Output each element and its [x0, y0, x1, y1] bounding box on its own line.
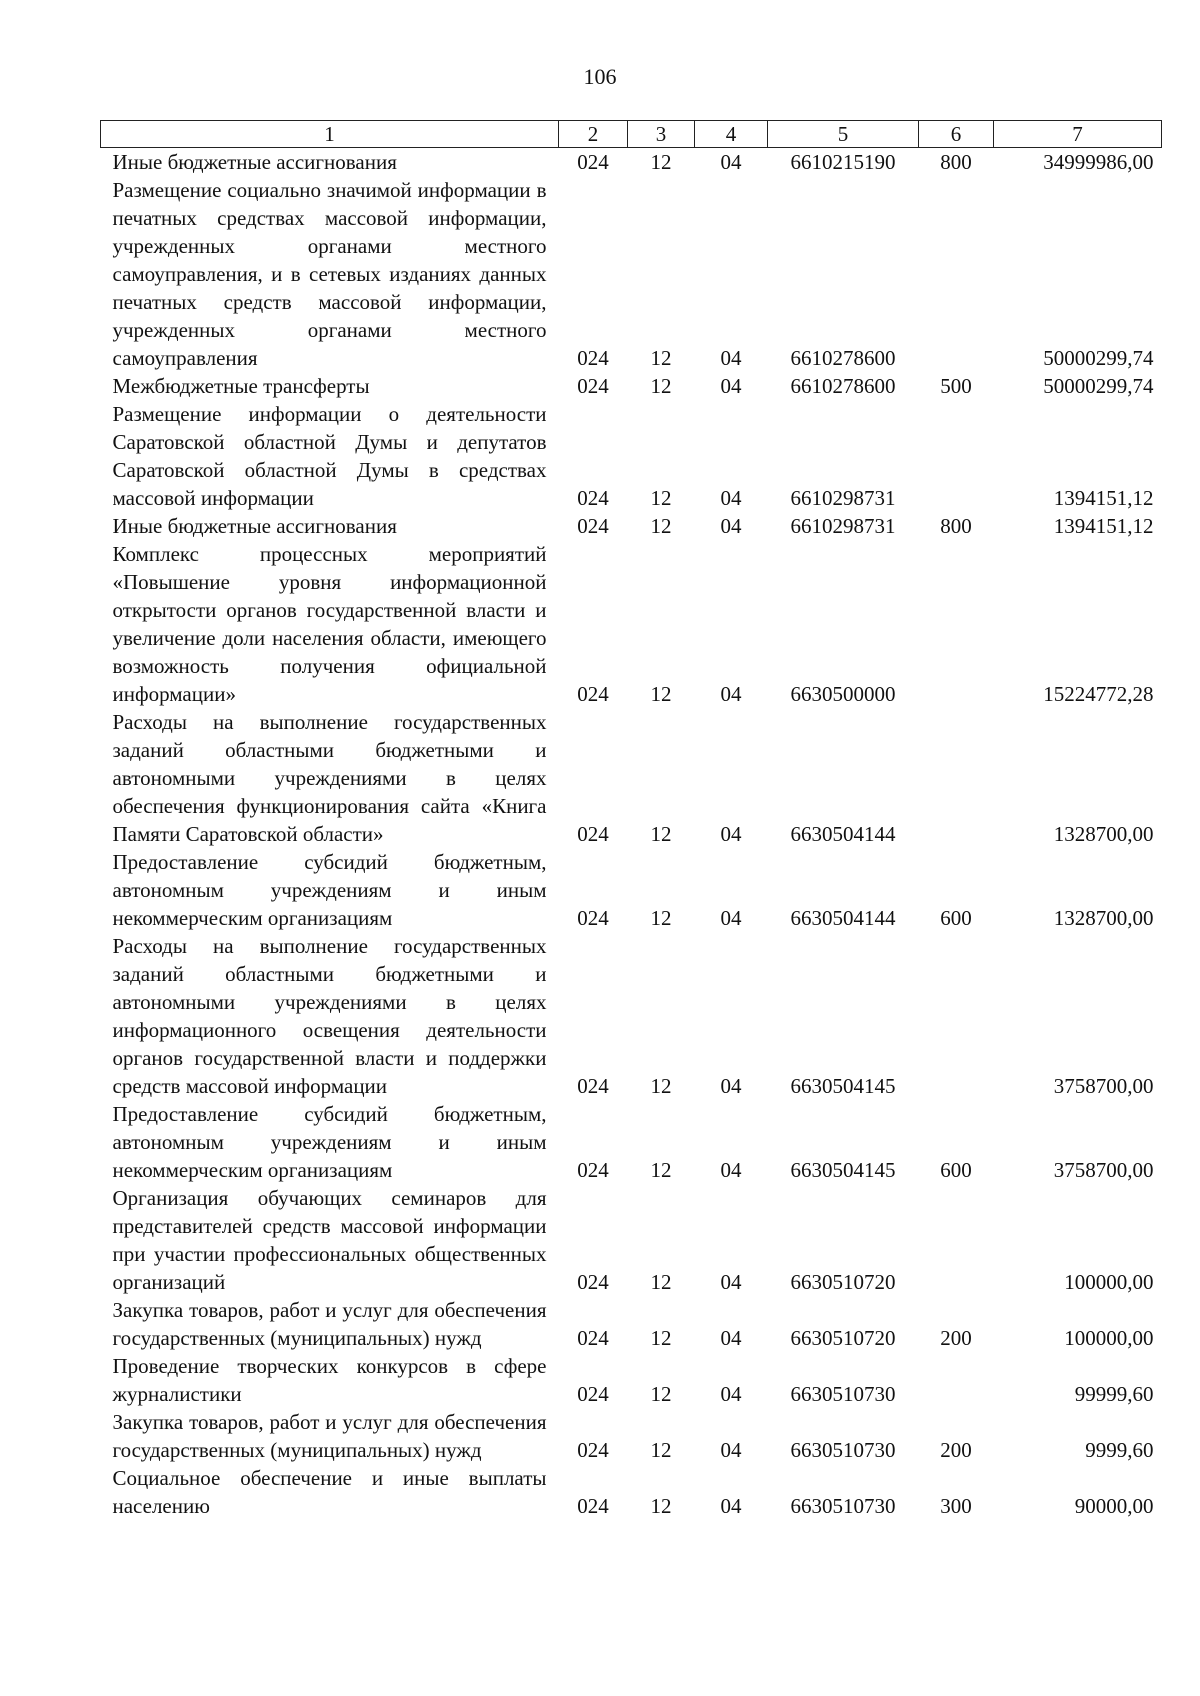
- header-col-3: 3: [628, 121, 695, 148]
- row-code-cell: 024: [577, 1382, 609, 1406]
- row-expense-type-cell: [919, 400, 994, 512]
- row-name-cell: Размещение социально значимой информации в печатных средствах массовой информации, учрежденных органами местного самоуправления, и в сетевых изданиях данных печатных средств массовой информации, учрежденных органами местного самоуправления: [112, 178, 547, 370]
- row-target-article-cell: 6630504144: [790, 906, 896, 930]
- table-header: [101, 121, 1162, 148]
- row-amount-cell: 100000,00: [1064, 1326, 1154, 1350]
- table-row: [101, 1464, 1162, 1520]
- row-expense-type-cell: 200: [940, 1438, 972, 1462]
- table-row: [101, 1100, 1162, 1184]
- row-section-cell: 12: [650, 1438, 672, 1462]
- row-amount-cell: 1328700,00: [1053, 906, 1154, 930]
- table-row: [101, 1184, 1162, 1296]
- row-amount-cell: 50000299,74: [1043, 346, 1154, 370]
- row-expense-type-cell: 600: [940, 906, 972, 930]
- table-row: [101, 148, 1162, 177]
- row-subsection-cell: 04: [720, 822, 742, 846]
- row-code-cell: 024: [577, 486, 609, 510]
- row-section-cell: 12: [650, 1158, 672, 1182]
- row-expense-type-cell: 800: [940, 150, 972, 174]
- row-amount-cell: 34999986,00: [1043, 150, 1154, 174]
- header-col-1: 1: [101, 121, 559, 148]
- row-code-cell: 024: [577, 1158, 609, 1182]
- row-code-cell: 024: [577, 1494, 609, 1518]
- row-name-cell: Социальное обеспечение и иные выплаты населению: [112, 1466, 547, 1518]
- row-target-article-cell: 6630510720: [790, 1326, 896, 1350]
- row-amount-cell: 50000299,74: [1043, 374, 1154, 398]
- row-code-cell: 024: [577, 374, 609, 398]
- row-subsection-cell: 04: [720, 346, 742, 370]
- header-col-4: 4: [695, 121, 768, 148]
- row-amount-cell: 100000,00: [1064, 1270, 1154, 1294]
- row-subsection-cell: 04: [720, 1382, 742, 1406]
- row-expense-type-cell: [919, 932, 994, 1100]
- row-expense-type-cell: 600: [940, 1158, 972, 1182]
- row-subsection-cell: 04: [720, 486, 742, 510]
- row-target-article-cell: 6630510730: [790, 1382, 896, 1406]
- row-target-article-cell: 6610298731: [790, 514, 896, 538]
- row-target-article-cell: 6610298731: [790, 486, 896, 510]
- row-subsection-cell: 04: [720, 1270, 742, 1294]
- row-name-cell: Организация обучающих семинаров для представителей средств массовой информации при участии профессиональных общественных организаций: [112, 1186, 547, 1294]
- table-row: [101, 1352, 1162, 1408]
- row-amount-cell: 15224772,28: [1043, 682, 1154, 706]
- row-subsection-cell: 04: [720, 1074, 742, 1098]
- row-name-cell: Закупка товаров, работ и услуг для обеспечения государственных (муниципальных) нужд: [112, 1298, 547, 1350]
- row-amount-cell: 99999,60: [1074, 1382, 1154, 1406]
- header-col-5: 5: [768, 121, 919, 148]
- row-name-cell: Расходы на выполнение государственных заданий областными бюджетными и автономными учреждениями в целях обеспечения функционирования сайта «Книга Памяти Саратовской области»: [112, 710, 547, 846]
- row-expense-type-cell: 500: [940, 374, 972, 398]
- table-row: [101, 1296, 1162, 1352]
- row-code-cell: 024: [577, 514, 609, 538]
- row-target-article-cell: 6630504145: [790, 1158, 896, 1182]
- row-name-cell: Иные бюджетные ассигнования: [112, 150, 397, 174]
- row-expense-type-cell: [919, 176, 994, 372]
- row-target-article-cell: 6630504144: [790, 822, 896, 846]
- row-code-cell: 024: [577, 1074, 609, 1098]
- table-row: [101, 1408, 1162, 1464]
- table-row: [101, 848, 1162, 932]
- row-target-article-cell: 6630510730: [790, 1438, 896, 1462]
- header-col-6: 6: [919, 121, 994, 148]
- page-number: 106: [583, 64, 617, 89]
- row-expense-type-cell: 800: [940, 514, 972, 538]
- row-name-cell: Размещение информации о деятельности Саратовской областной Думы и депутатов Саратовской областной Думы в средствах массовой информации: [112, 402, 547, 510]
- row-target-article-cell: 6630504145: [790, 1074, 896, 1098]
- row-code-cell: 024: [577, 682, 609, 706]
- row-subsection-cell: 04: [720, 906, 742, 930]
- row-target-article-cell: 6630510720: [790, 1270, 896, 1294]
- row-name-cell: Проведение творческих конкурсов в сфере журналистики: [112, 1354, 547, 1406]
- row-expense-type-cell: [919, 1184, 994, 1296]
- table-row: [101, 708, 1162, 848]
- row-code-cell: 024: [577, 150, 609, 174]
- row-target-article-cell: 6610278600: [790, 374, 896, 398]
- row-section-cell: 12: [650, 150, 672, 174]
- row-section-cell: 12: [650, 1074, 672, 1098]
- row-code-cell: 024: [577, 822, 609, 846]
- row-subsection-cell: 04: [720, 150, 742, 174]
- row-target-article-cell: 6610215190: [790, 150, 896, 174]
- header-col-2: 2: [559, 121, 628, 148]
- row-section-cell: 12: [650, 1270, 672, 1294]
- row-subsection-cell: 04: [720, 1158, 742, 1182]
- row-name-cell: Закупка товаров, работ и услуг для обеспечения государственных (муниципальных) нужд: [112, 1410, 547, 1462]
- row-section-cell: 12: [650, 906, 672, 930]
- row-expense-type-cell: 300: [940, 1494, 972, 1518]
- row-code-cell: 024: [577, 906, 609, 930]
- row-section-cell: 12: [650, 1494, 672, 1518]
- row-subsection-cell: 04: [720, 1494, 742, 1518]
- row-subsection-cell: 04: [720, 1438, 742, 1462]
- row-expense-type-cell: [919, 1352, 994, 1408]
- table-row: [101, 512, 1162, 540]
- row-expense-type-cell: 200: [940, 1326, 972, 1350]
- row-target-article-cell: 6630500000: [790, 682, 896, 706]
- row-expense-type-cell: [919, 708, 994, 848]
- row-section-cell: 12: [650, 374, 672, 398]
- row-expense-type-cell: [919, 540, 994, 708]
- table-row: [101, 176, 1162, 372]
- row-amount-cell: 9999,60: [1085, 1438, 1154, 1462]
- row-section-cell: 12: [650, 346, 672, 370]
- row-section-cell: 12: [650, 486, 672, 510]
- header-row: [101, 121, 1162, 148]
- row-amount-cell: 3758700,00: [1053, 1158, 1154, 1182]
- row-amount-cell: 90000,00: [1074, 1494, 1154, 1518]
- row-section-cell: 12: [650, 682, 672, 706]
- table-row: [101, 372, 1162, 400]
- table-row: [101, 932, 1162, 1100]
- table-body: [101, 148, 1162, 1521]
- row-target-article-cell: 6610278600: [790, 346, 896, 370]
- row-subsection-cell: 04: [720, 514, 742, 538]
- row-section-cell: 12: [650, 822, 672, 846]
- row-code-cell: 024: [577, 1326, 609, 1350]
- row-amount-cell: 1394151,12: [1053, 514, 1154, 538]
- table-row: [101, 540, 1162, 708]
- row-section-cell: 12: [650, 514, 672, 538]
- row-name-cell: Расходы на выполнение государственных заданий областными бюджетными и автономными учреждениями в целях информационного освещения деятельности органов государственной власти и поддержки средств массовой информации: [112, 934, 547, 1098]
- row-amount-cell: 3758700,00: [1053, 1074, 1154, 1098]
- row-section-cell: 12: [650, 1382, 672, 1406]
- table-row: [101, 400, 1162, 512]
- row-target-article-cell: 6630510730: [790, 1494, 896, 1518]
- row-subsection-cell: 04: [720, 374, 742, 398]
- row-code-cell: 024: [577, 1270, 609, 1294]
- row-name-cell: Комплекс процессных мероприятий «Повышение уровня информационной открытости органов государственной власти и увеличение доли населения области, имеющего возможность получения официальной информации»: [112, 542, 547, 706]
- row-subsection-cell: 04: [720, 1326, 742, 1350]
- header-col-7: 7: [994, 121, 1162, 148]
- budget-table: [100, 120, 1162, 1520]
- row-name-cell: Межбюджетные трансферты: [112, 374, 370, 398]
- row-name-cell: Предоставление субсидий бюджетным, автономным учреждениям и иным некоммерческим организациям: [112, 1102, 547, 1182]
- row-code-cell: 024: [577, 1438, 609, 1462]
- row-code-cell: 024: [577, 346, 609, 370]
- row-name-cell: Предоставление субсидий бюджетным, автономным учреждениям и иным некоммерческим организациям: [112, 850, 547, 930]
- row-name-cell: Иные бюджетные ассигнования: [112, 514, 397, 538]
- row-amount-cell: 1328700,00: [1053, 822, 1154, 846]
- row-subsection-cell: 04: [720, 682, 742, 706]
- row-section-cell: 12: [650, 1326, 672, 1350]
- row-amount-cell: 1394151,12: [1053, 486, 1154, 510]
